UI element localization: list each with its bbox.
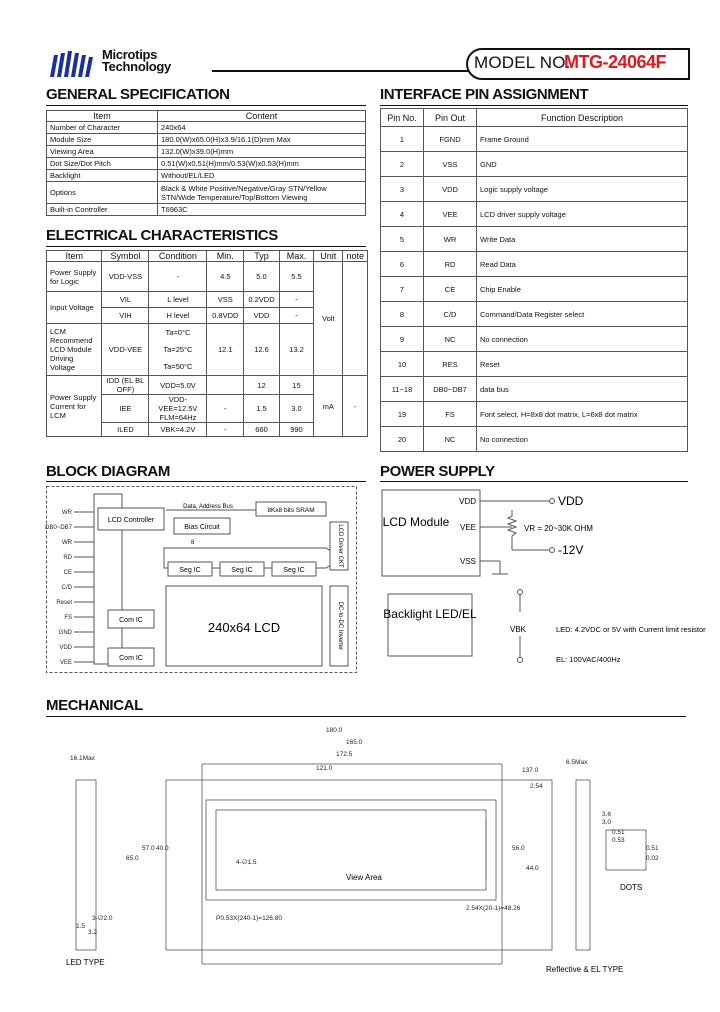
- vbk-terminal-bottom: [518, 658, 523, 663]
- ec-h-symbol: Symbol: [102, 251, 149, 262]
- ec-h-typ: Typ: [244, 251, 280, 262]
- led-type-label: LED TYPE: [66, 958, 105, 967]
- general-spec-table: [46, 110, 366, 216]
- interface-pin-out: RD: [424, 252, 477, 277]
- ec-min-idd: [207, 376, 244, 395]
- vr-label: VR = 20~30K OHM: [524, 524, 593, 533]
- ec-min-iee: -: [207, 395, 244, 423]
- general-item: Built-in Controller: [47, 204, 158, 216]
- general-content: Without/EL/LED: [158, 170, 366, 182]
- mechanical-drawing: [46, 720, 686, 980]
- ec-typ-drv: 12.6: [244, 324, 280, 376]
- interface-function: LCD driver supply voltage: [477, 202, 688, 227]
- block-pin-label: VEE: [59, 660, 72, 666]
- pin-vdd: VDD: [459, 497, 476, 506]
- mech-dimension: 1.5: [76, 923, 86, 930]
- neg-label: -12V: [558, 543, 584, 557]
- ec-sym-vih: VIH: [102, 308, 149, 324]
- mech-dimension: 65.0: [126, 855, 139, 862]
- backlight-label: Backlight LED/EL: [383, 607, 477, 621]
- ec-max-drv: 13.2: [279, 324, 313, 376]
- mech-dimension: P0.53X(240-1)=126.80: [216, 915, 282, 922]
- ec-cond-h: H level: [149, 308, 207, 324]
- ec-min-iled: -: [207, 423, 244, 437]
- mech-dimension: 2.54: [530, 783, 543, 790]
- interface-row: [381, 202, 688, 227]
- general-header-content: Content: [158, 111, 366, 122]
- ec-h-item: Item: [47, 251, 102, 262]
- ec-cond-vddvee-text: VDD-VEE=12.5V: [158, 395, 198, 413]
- interface-row: [381, 377, 688, 402]
- ec-sym-iled: ILED: [102, 423, 149, 437]
- power-rule: [380, 481, 688, 482]
- general-item: Number of Character: [47, 122, 158, 134]
- ec-unit-ma: mA: [314, 376, 343, 437]
- interface-pin-out: RES: [424, 352, 477, 377]
- interface-function: Reset: [477, 352, 688, 377]
- interface-function: Font select, H=8x8 dot matrix, L=6x8 dot matrix: [477, 402, 688, 427]
- power-diagram: [380, 486, 706, 676]
- ec-cond-vdd5: VDD=5.0V: [149, 376, 207, 395]
- pin-vee: VEE: [459, 523, 476, 532]
- vr-resistor: [508, 510, 516, 550]
- interface-row: [381, 402, 688, 427]
- interface-row: [381, 252, 688, 277]
- com-ic-1-label: Com IC: [119, 617, 143, 624]
- electrical-rule: [46, 246, 366, 247]
- pin-vss: VSS: [459, 557, 476, 566]
- block-pin-label: Reset: [56, 600, 72, 606]
- mech-dimension: 0.51: [646, 845, 659, 852]
- general-row: [47, 146, 366, 158]
- general-row: [47, 204, 366, 216]
- interface-function: data bus: [477, 377, 688, 402]
- interface-pin-no: 7: [381, 277, 424, 302]
- interface-function: Command/Data Register select: [477, 302, 688, 327]
- ec-max-vdd: 5.5: [279, 262, 313, 292]
- vbk-label: VBK: [510, 625, 527, 634]
- ec-sym-iee: IEE: [102, 395, 149, 423]
- ec-item-lcm: LCM Recommend LCD Module Driving Voltage: [47, 324, 102, 376]
- interface-pin-out: CE: [424, 277, 477, 302]
- mech-dimension: 3-∅2.0: [92, 915, 113, 922]
- block-pin-label: FS: [64, 615, 72, 621]
- interface-row: [381, 152, 688, 177]
- ec-cond-vbk: VBK=4.2V: [149, 423, 207, 437]
- lcd-panel-label: 240x64 LCD: [207, 620, 281, 635]
- interface-pin-no: 6: [381, 252, 424, 277]
- mech-dimension: 56.0: [512, 845, 525, 852]
- ec-min-drv: 12.1: [207, 324, 244, 376]
- seg-ic-2-label: Seg IC: [231, 567, 253, 574]
- ec-typ-vdd: 5.0: [244, 262, 280, 292]
- vdd-out-label: VDD: [558, 494, 584, 508]
- interface-pin-no: 5: [381, 227, 424, 252]
- interface-function: Read Data: [477, 252, 688, 277]
- general-row: [47, 182, 366, 204]
- interface-pin-out: VSS: [424, 152, 477, 177]
- seg-ic-3-label: Seg IC: [283, 567, 305, 574]
- ec-min-vdd: 4.5: [207, 262, 244, 292]
- interface-pin-no: 20: [381, 427, 424, 452]
- interface-pin-out: VEE: [424, 202, 477, 227]
- brand-logo: [46, 45, 206, 79]
- dot-detail: [606, 830, 646, 870]
- general-content: 132.0(W)x39.0(H)mm: [158, 146, 366, 158]
- block-pin-label: GND: [58, 630, 72, 636]
- interface-pin-out: DB0~DB7: [424, 377, 477, 402]
- interface-pin-no: 2: [381, 152, 424, 177]
- mechanical-title: MECHANICAL: [46, 697, 143, 714]
- ec-item-input: Input Voltage: [47, 292, 102, 324]
- ec-typ-vih: VDD: [244, 308, 280, 324]
- mech-dimension: 57.0: [142, 845, 155, 852]
- block-pin-label: VDD: [59, 645, 72, 651]
- general-row: [47, 170, 366, 182]
- power-title: POWER SUPPLY: [380, 463, 495, 480]
- mech-dimension: 40.0: [156, 845, 169, 852]
- interface-pin-no: 4: [381, 202, 424, 227]
- inverter-label: DC-to-DC Inverter: [337, 601, 343, 651]
- interface-table: [380, 108, 688, 452]
- ec-cond-l: L level: [149, 292, 207, 308]
- ec-cond-vddvee: [149, 395, 207, 423]
- ec-sym-vdd: VDD-VSS: [102, 262, 149, 292]
- ip-h-func: Function Description: [477, 109, 688, 127]
- block-title: BLOCK DIAGRAM: [46, 463, 170, 480]
- ec-item-logic: Power Supply for Logic: [47, 262, 102, 292]
- block-pin-label: RD: [63, 555, 72, 561]
- ec-cond-t0: Ta=0°C: [165, 328, 191, 337]
- ec-typ-vil: 0.2VDD: [244, 292, 280, 308]
- mech-dimension: 180.0: [326, 727, 343, 734]
- ec-unit-volt: Volt: [314, 262, 343, 376]
- interface-pin-no: 19: [381, 402, 424, 427]
- block-pin-label: C/D: [61, 585, 72, 591]
- ec-h-note: note: [343, 251, 368, 262]
- interface-row: [381, 427, 688, 452]
- block-diagram: [46, 486, 366, 676]
- dots-label: DOTS: [620, 883, 643, 892]
- backlight-box: [388, 594, 472, 656]
- ec-sym-vddvee: VDD-VEE: [102, 324, 149, 376]
- ec-cond-temps: [149, 324, 207, 376]
- sram-label: 8Kx8 bits SRAM: [267, 507, 315, 514]
- ec-min-vil: VSS: [207, 292, 244, 308]
- ec-typ-iee: 1.5: [244, 395, 280, 423]
- general-header-item: Item: [47, 111, 158, 122]
- ec-min-vih: 0.8VDD: [207, 308, 244, 324]
- mech-dimension: 0.51: [612, 829, 625, 836]
- general-item: Viewing Area: [47, 146, 158, 158]
- block-rule: [46, 481, 366, 482]
- side-view-el: [576, 780, 590, 950]
- ip-h-out: Pin Out: [424, 109, 477, 127]
- led-note: LED: 4.2VDC or 5V with Current limit resistor: [556, 625, 706, 634]
- block-pin-label: WR: [62, 540, 72, 546]
- mech-dimension: 2.54X(20-1)=48.26: [466, 905, 521, 912]
- interface-pin-out: WR: [424, 227, 477, 252]
- general-content: 0.51(W)x0.51(H)mm/0.53(W)x0.53(H)mm: [158, 158, 366, 170]
- interface-title: INTERFACE PIN ASSIGNMENT: [380, 86, 589, 103]
- mech-dimension: 3.2: [88, 929, 98, 936]
- general-item: Module Size: [47, 134, 158, 146]
- block-pin-label: DB0~DB7: [45, 525, 72, 531]
- ec-h-condition: Condition: [149, 251, 207, 262]
- interface-function: Frame Ground: [477, 127, 688, 152]
- mech-dimension: 172.5: [336, 751, 353, 758]
- interface-pin-out: FGND: [424, 127, 477, 152]
- ec-sym-idd: IDD (EL BL OFF): [102, 376, 149, 395]
- mechanical-rule: [46, 716, 686, 717]
- ec-cond-dash: -: [149, 262, 207, 292]
- bus-width-label: 8: [191, 540, 195, 546]
- interface-pin-no: 10: [381, 352, 424, 377]
- brand-line1: Microtips: [102, 47, 158, 62]
- ec-max-iee: 3.0: [279, 395, 313, 423]
- mech-dimension: 0.02: [646, 855, 659, 862]
- mech-dimension: 3.6: [602, 811, 612, 818]
- ec-typ-iled: 660: [244, 423, 280, 437]
- mech-dimension: 165.0: [346, 739, 363, 746]
- interface-pin-no: 8: [381, 302, 424, 327]
- block-pin-label: WR: [62, 510, 72, 516]
- interface-function: No connection: [477, 327, 688, 352]
- view-area: [206, 800, 496, 900]
- ec-max-iled: 990: [279, 423, 313, 437]
- general-item: Options: [47, 182, 158, 204]
- general-content: 180.0(W)x65.0(H)x3.9/16.1(D)mm Max: [158, 134, 366, 146]
- interface-function: No connection: [477, 427, 688, 452]
- mech-dimension: 3.0: [602, 819, 612, 826]
- ec-sym-vil: VIL: [102, 292, 149, 308]
- general-title: GENERAL SPECIFICATION: [46, 86, 230, 103]
- model-value: MTG-24064F: [564, 52, 667, 72]
- interface-pin-out: NC: [424, 327, 477, 352]
- brand-name: [102, 49, 171, 73]
- interface-pin-no: 3: [381, 177, 424, 202]
- block-pin-label: CE: [63, 570, 72, 576]
- refl-type-label: Reflective & EL TYPE: [546, 965, 624, 974]
- ec-item-current: Power Supply Current for LCM: [47, 376, 102, 437]
- driver-label: LCD Driver CKT: [337, 524, 343, 568]
- mech-dimension: 4-∅1.5: [236, 859, 257, 866]
- mech-dimension: 137.0: [522, 767, 539, 774]
- brand-mark-icon: [46, 51, 100, 77]
- ec-h-max: Max.: [279, 251, 313, 262]
- el-note: EL: 100VAC/400Hz: [556, 655, 621, 664]
- interface-row: [381, 127, 688, 152]
- interface-pin-no: 11~18: [381, 377, 424, 402]
- ec-cond-flm: FLM=64Hz: [159, 413, 197, 422]
- ec-h-min: Min.: [207, 251, 244, 262]
- electrical-table: [46, 250, 368, 437]
- ec-note-blank: [343, 262, 368, 376]
- interface-function: Chip Enable: [477, 277, 688, 302]
- pcb-outline: [166, 780, 552, 950]
- interface-rule: [380, 105, 688, 106]
- interface-function: GND: [477, 152, 688, 177]
- interface-row: [381, 227, 688, 252]
- lcd-module-label: LCD Module: [382, 515, 450, 529]
- model-box: [466, 48, 690, 80]
- interface-function: Write Data: [477, 227, 688, 252]
- vdd-terminal: [550, 499, 555, 504]
- ec-max-vil: -: [279, 292, 313, 308]
- general-content: T6963C: [158, 204, 366, 216]
- electrical-title: ELECTRICAL CHARACTERISTICS: [46, 227, 278, 244]
- interface-pin-out: C/D: [424, 302, 477, 327]
- bias-label: Bias Circuit: [184, 524, 220, 531]
- mech-dimension: 16.1Max: [70, 755, 95, 762]
- ec-max-idd: 15: [279, 376, 313, 395]
- mech-dimension: 6.5Max: [566, 759, 588, 766]
- general-row: [47, 158, 366, 170]
- data-bus-label: Data, Address Bus: [183, 504, 233, 510]
- lcd-controller-label: LCD Controller: [107, 517, 155, 524]
- interface-pin-no: 9: [381, 327, 424, 352]
- interface-pin-out: VDD: [424, 177, 477, 202]
- interface-function: Logic supply voltage: [477, 177, 688, 202]
- mech-dimension: 44.0: [526, 865, 539, 872]
- general-rule: [46, 105, 366, 106]
- interface-pin-out: FS: [424, 402, 477, 427]
- interface-row: [381, 302, 688, 327]
- model-label: MODEL NO.: [474, 53, 571, 72]
- general-content: Black & White Positive/Negative/Gray STN/Yellow STN/Wide Temperature/Top/Bottom Viewing: [158, 182, 366, 204]
- ec-max-vih: -: [279, 308, 313, 324]
- general-content: 240x64: [158, 122, 366, 134]
- general-item: Backlight: [47, 170, 158, 182]
- general-item: Dot Size/Dot Pitch: [47, 158, 158, 170]
- general-row: [47, 134, 366, 146]
- brand-line2: Technology: [102, 59, 171, 74]
- interface-pin-out: NC: [424, 427, 477, 452]
- ec-note-dash: -: [343, 376, 368, 437]
- ec-typ-idd: 12: [244, 376, 280, 395]
- view-area-label: View Area: [346, 873, 382, 882]
- interface-row: [381, 327, 688, 352]
- ec-cond-t50: Ta=50°C: [163, 362, 193, 371]
- ec-h-unit: Unit: [314, 251, 343, 262]
- interface-row: [381, 352, 688, 377]
- mech-dimension: 121.0: [316, 765, 333, 772]
- seg-ic-1-label: Seg IC: [179, 567, 201, 574]
- neg-terminal: [550, 548, 555, 553]
- interface-pin-no: 1: [381, 127, 424, 152]
- ec-cond-t25: Ta=25°C: [163, 345, 193, 354]
- ip-h-pin: Pin No.: [381, 109, 424, 127]
- header-rule: [212, 70, 470, 72]
- interface-row: [381, 177, 688, 202]
- interface-row: [381, 277, 688, 302]
- general-row: [47, 122, 366, 134]
- com-ic-2-label: Com IC: [119, 655, 143, 662]
- vbk-terminal-top: [518, 590, 523, 595]
- mech-dimension: 0.53: [612, 837, 625, 844]
